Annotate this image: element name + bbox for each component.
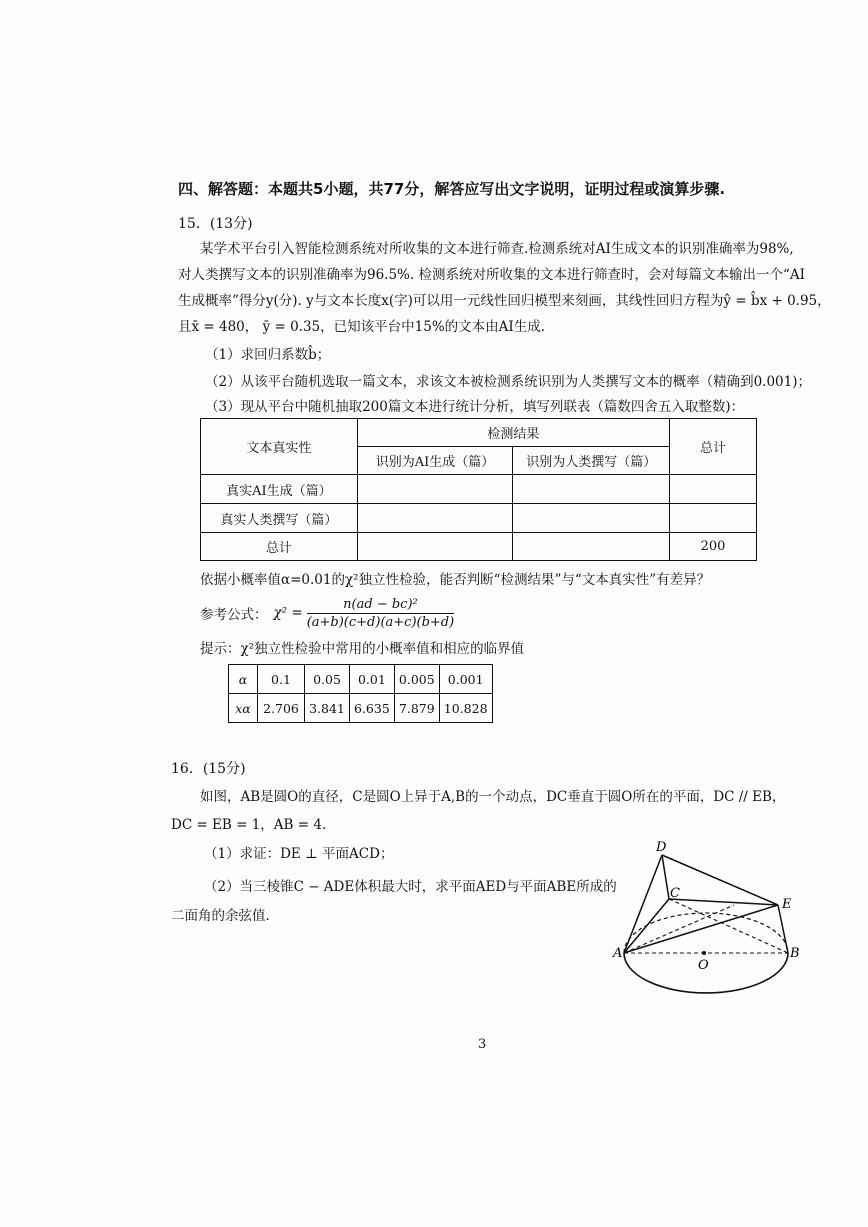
table-col-human: 识别为人类撰写（篇）	[513, 447, 670, 475]
reference-formula	[200, 595, 454, 631]
geometry-figure	[612, 835, 808, 1005]
table-cell	[670, 475, 757, 504]
table-total-header: 总计	[670, 419, 757, 475]
q16-part2-cont: 二面角的余弦值.	[171, 908, 270, 924]
q15-intro-line2: 对人类撰写文本的识别准确率为96.5%. 检测系统对所收集的文本进行筛查时，会对每篇文本输出一个“AI	[178, 267, 805, 283]
formula-numerator: n(ad − bc)²	[307, 597, 455, 614]
q15-part2: （2）从该平台随机选取一篇文本，求该文本被检测系统识别为人类撰写文本的概率（精确到0.001)；	[205, 374, 812, 390]
table-row-total: 总计	[201, 533, 358, 561]
label-B: B	[790, 946, 800, 961]
table-cell	[513, 533, 670, 561]
segment-DC	[662, 855, 669, 899]
cv-alpha: 0.1	[258, 665, 305, 694]
table-corner: 文本真实性	[201, 419, 358, 475]
cv-value: 3.841	[305, 694, 350, 723]
table-cell	[513, 504, 670, 533]
segment-AE	[624, 905, 778, 953]
label-E: E	[782, 897, 792, 912]
table-col-ai: 识别为AI生成（篇）	[357, 447, 513, 475]
q16-line1: 如图，AB是圆O的直径，C是圆O上异于A,B的一个动点，DC垂直于圆O所在的平面，DC // EB，	[200, 789, 786, 805]
q15-question-line: 依据小概率值α=0.01的χ²独立性检验，能否判断“检测结果”与“文本真实性”有差异？	[200, 572, 711, 588]
segment-AD	[624, 855, 662, 953]
q15-part1: （1）求回归系数b̂；	[205, 347, 331, 363]
label-A: A	[613, 946, 623, 961]
formula-fraction	[307, 597, 455, 630]
q16-line2: DC = EB = 1，AB = 4.	[171, 817, 327, 833]
formula-denominator: (a+b)(c+d)(a+c)(b+d)	[306, 614, 455, 630]
cv-alpha: 0.001	[439, 665, 492, 694]
table-group-header: 检测结果	[357, 419, 669, 447]
table-cell	[357, 504, 513, 533]
critical-value-table	[228, 664, 493, 723]
q16-part2: （2）当三棱锥C − ADE体积最大时，求平面AED与平面ABE所成的	[204, 879, 617, 895]
label-D: D	[656, 840, 667, 855]
label-O: O	[698, 958, 709, 973]
formula-label: 参考公式：	[200, 607, 268, 623]
table-cell	[357, 475, 513, 504]
cv-alpha-label: α	[229, 665, 258, 694]
formula-lhs: χ² =	[273, 605, 303, 621]
q15-intro-line1: 某学术平台引入智能检测系统对所收集的文本进行筛查.检测系统对AI生成文本的识别准确率为98%,	[200, 241, 794, 257]
section-heading: 四、解答题：本题共5小题，共77分，解答应写出文字说明，证明过程或演算步骤.	[178, 180, 726, 198]
table-cell	[670, 504, 757, 533]
cv-value: 10.828	[439, 694, 492, 723]
cv-alpha: 0.05	[305, 665, 350, 694]
contingency-table	[200, 418, 757, 561]
segment-EB	[778, 905, 788, 953]
cv-value: 7.879	[394, 694, 439, 723]
cv-alpha: 0.005	[394, 665, 439, 694]
circle-back-arc	[624, 913, 788, 953]
cv-value: 2.706	[258, 694, 305, 723]
q15-intro-line3: 生成概率”得分y(分). y与文本长度x(字)可以用一元线性回归模型来刻画，其线性回归方程为ŷ = b̂x + 0.95，	[178, 293, 831, 309]
q15-intro-line4: 且x̄ = 480， ȳ = 0.35，已知该平台中15%的文本由AI生成.	[178, 319, 546, 335]
page-number: 3	[478, 1037, 487, 1052]
q15-number: 15．(13分)	[178, 216, 253, 232]
cv-value: 6.635	[350, 694, 395, 723]
table-grand-total: 200	[670, 533, 757, 561]
table-row-human: 真实人类撰写（篇）	[201, 504, 358, 533]
cv-alpha: 0.01	[350, 665, 395, 694]
table-cell	[357, 533, 513, 561]
cv-x-label: xα	[229, 694, 258, 723]
table-row-ai: 真实AI生成（篇）	[201, 475, 358, 504]
q15-hint: 提示：χ²独立性检验中常用的小概率值和相应的临界值	[200, 641, 525, 657]
q16-part1: （1）求证：DE ⊥ 平面ACD；	[204, 846, 394, 862]
segment-AC	[624, 899, 669, 953]
label-C: C	[670, 886, 680, 901]
segment-CE	[669, 899, 778, 905]
q15-part3: （3）现从平台中随机抽取200篇文本进行统计分析，填写列联表（篇数四舍五入取整数)：	[205, 399, 745, 415]
q16-number: 16．(15分)	[171, 761, 246, 777]
table-cell	[513, 475, 670, 504]
center-point-O	[702, 951, 706, 955]
